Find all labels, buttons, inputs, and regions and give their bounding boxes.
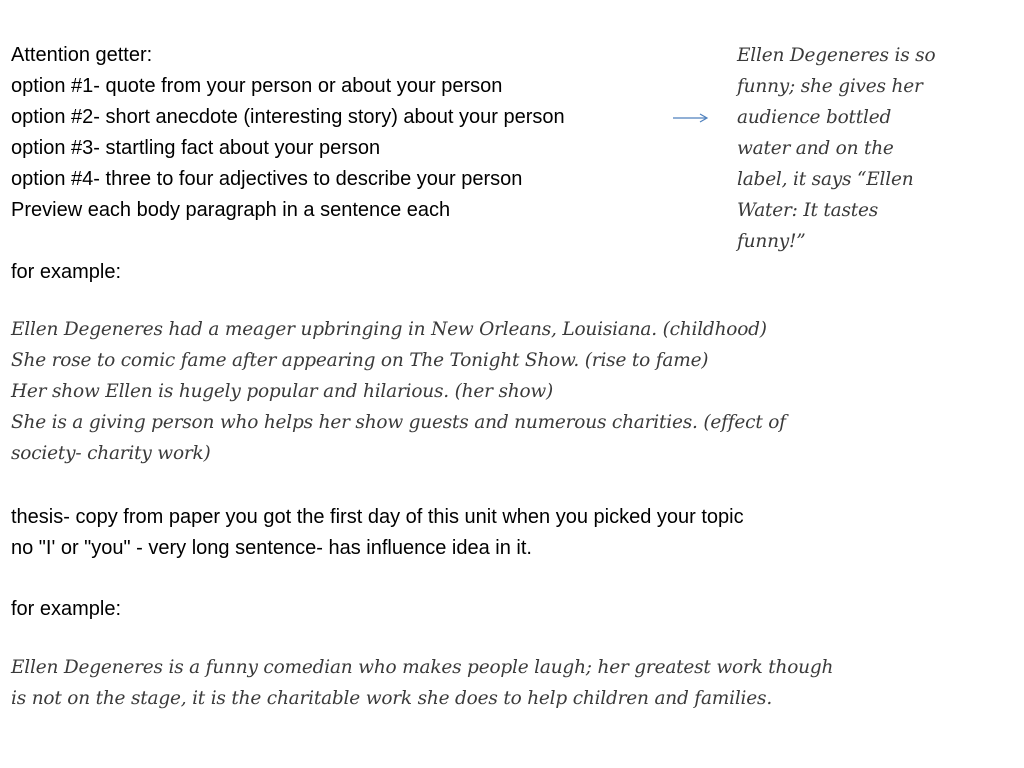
- side-note-line: label, it says “Ellen: [737, 169, 914, 190]
- example-label: for example:: [11, 598, 122, 620]
- attention-option-2: option #2- short anecdote (interesting story) about your person: [11, 106, 565, 128]
- thesis-example-line: Ellen Degeneres is a funny comedian who makes people laugh; her greatest work though: [11, 657, 834, 678]
- thesis-instruction: thesis- copy from paper you got the first day of this unit when you picked your topic: [11, 506, 744, 528]
- example-text: Her show: [11, 381, 106, 402]
- side-note-line: Ellen Degeneres is so: [737, 45, 936, 66]
- example-text: She rose to comic fame after appearing on: [11, 350, 410, 371]
- thesis-rules: no "I' or "you" - very long sentence- has influence idea in it.: [11, 537, 532, 559]
- attention-option-1: option #1- quote from your person or about your person: [11, 75, 503, 97]
- example-line-rise-to-fame: [11, 350, 708, 372]
- side-note-line: Water: It tastes: [737, 200, 879, 221]
- side-note-line: funny!”: [737, 231, 806, 252]
- example-label: for example:: [11, 261, 122, 283]
- example-line-charity: She is a giving person who helps her show guests and numerous charities. (effect of: [11, 412, 786, 433]
- side-note-line: water and on the: [737, 138, 894, 159]
- side-note-line: audience bottled: [737, 107, 892, 128]
- example-text: (rise to fame): [579, 350, 709, 371]
- show-title: Ellen: [105, 381, 153, 402]
- attention-option-3: option #3- startling fact about your person: [11, 137, 381, 159]
- attention-option-4: option #4- three to four adjectives to describe your person: [11, 168, 523, 190]
- example-text: is hugely popular and hilarious. (her show): [152, 381, 554, 402]
- side-note-line: funny; she gives her: [737, 76, 923, 97]
- preview-instruction: Preview each body paragraph in a sentence each: [11, 199, 451, 221]
- thesis-example-line: is not on the stage, it is the charitable work she does to help children and families.: [11, 688, 773, 709]
- example-line-her-show: [11, 381, 553, 403]
- show-title: The Tonight Show.: [409, 350, 580, 371]
- example-line-charity-cont: society- charity work): [11, 443, 211, 464]
- example-line-childhood: Ellen Degeneres had a meager upbringing in New Orleans, Louisiana. (childhood): [11, 319, 767, 340]
- arrow-right-icon: [672, 111, 710, 125]
- attention-heading: Attention getter:: [11, 44, 153, 66]
